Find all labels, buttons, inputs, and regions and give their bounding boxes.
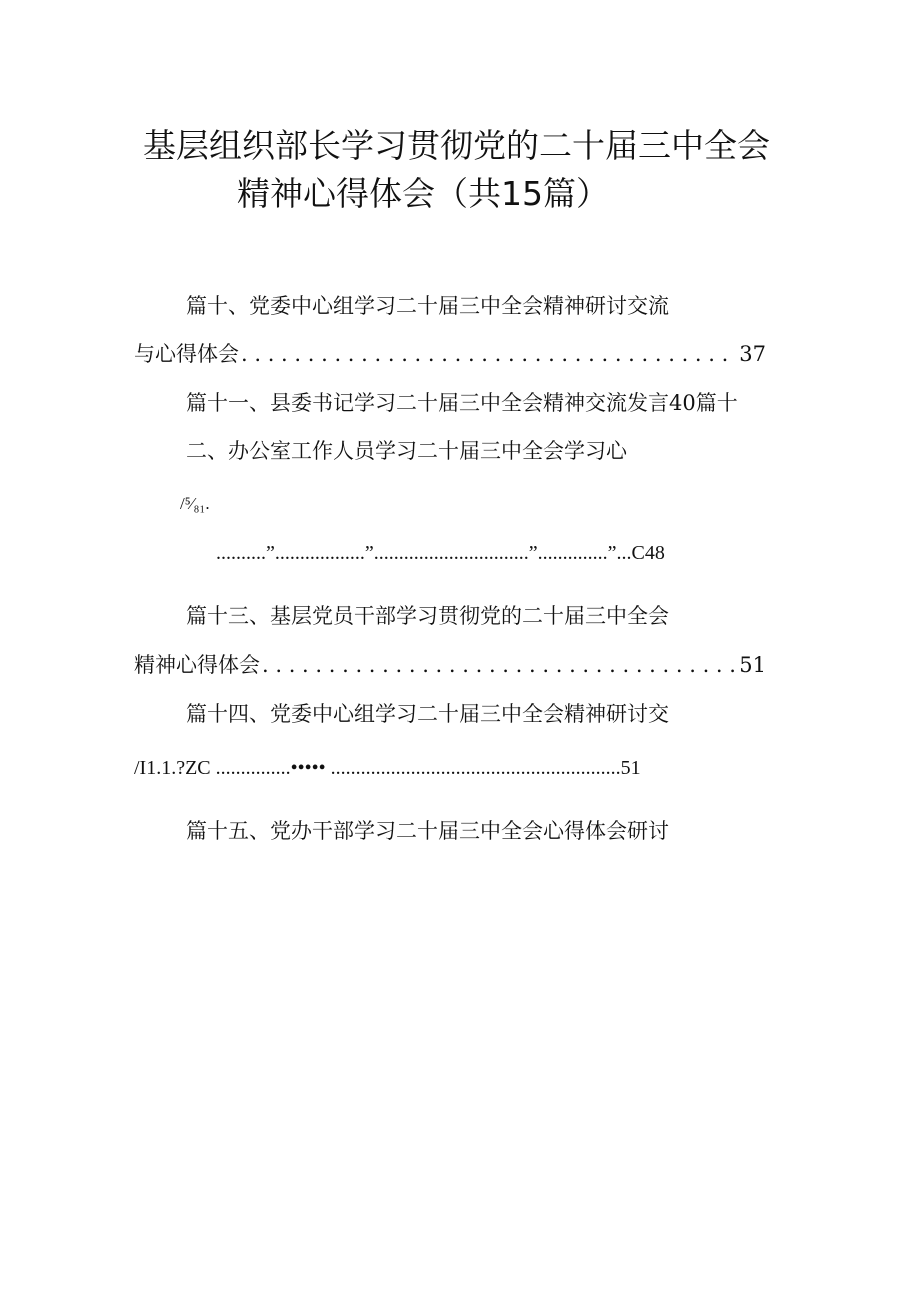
toc-entry-10-line-2 [134,340,766,368]
title-line-2: 精神心得体会（共15篇） [237,174,609,213]
toc-entry-14-line-1: 篇十四、党委中心组学习二十届三中全会精神研讨交 [186,702,669,726]
toc-entry-12-fragment: /⁵⁄₈₁. [180,494,210,513]
toc-entry-13-line-1: 篇十三、基层党员干部学习贯彻党的二十届三中全会 [186,604,669,628]
toc-entry-13-page: 51 [739,653,766,677]
toc-entry-12-dots: ..........”..................”...............................”..............”...C48 [216,542,665,564]
toc-entry-14-line-2: /I1.1.?ZC ...............••••• ..........................................................51 [134,757,641,779]
toc-entry-11-line-1: 篇十一、县委书记学习二十届三中全会精神交流发言40篇十 [186,391,738,415]
toc-entry-10-title-end: 与心得体会 [134,342,239,366]
title-line-1: 基层组织部长学习贯彻党的二十届三中全会 [143,126,770,165]
toc-entry-13-title-end: 精神心得体会 [134,653,260,677]
toc-entry-15-line-1: 篇十五、党办干部学习二十届三中全会心得体会研讨 [186,819,669,843]
leader-dots [241,340,735,368]
toc-entry-13-line-2 [134,651,766,679]
toc-entry-12-line-2: 二、办公室工作人员学习二十届三中全会学习心 [186,439,627,463]
leader-dots [262,651,735,679]
toc-entry-10-line-1: 篇十、党委中心组学习二十届三中全会精神研讨交流 [186,294,669,318]
toc-entry-10-page: 37 [739,342,766,366]
